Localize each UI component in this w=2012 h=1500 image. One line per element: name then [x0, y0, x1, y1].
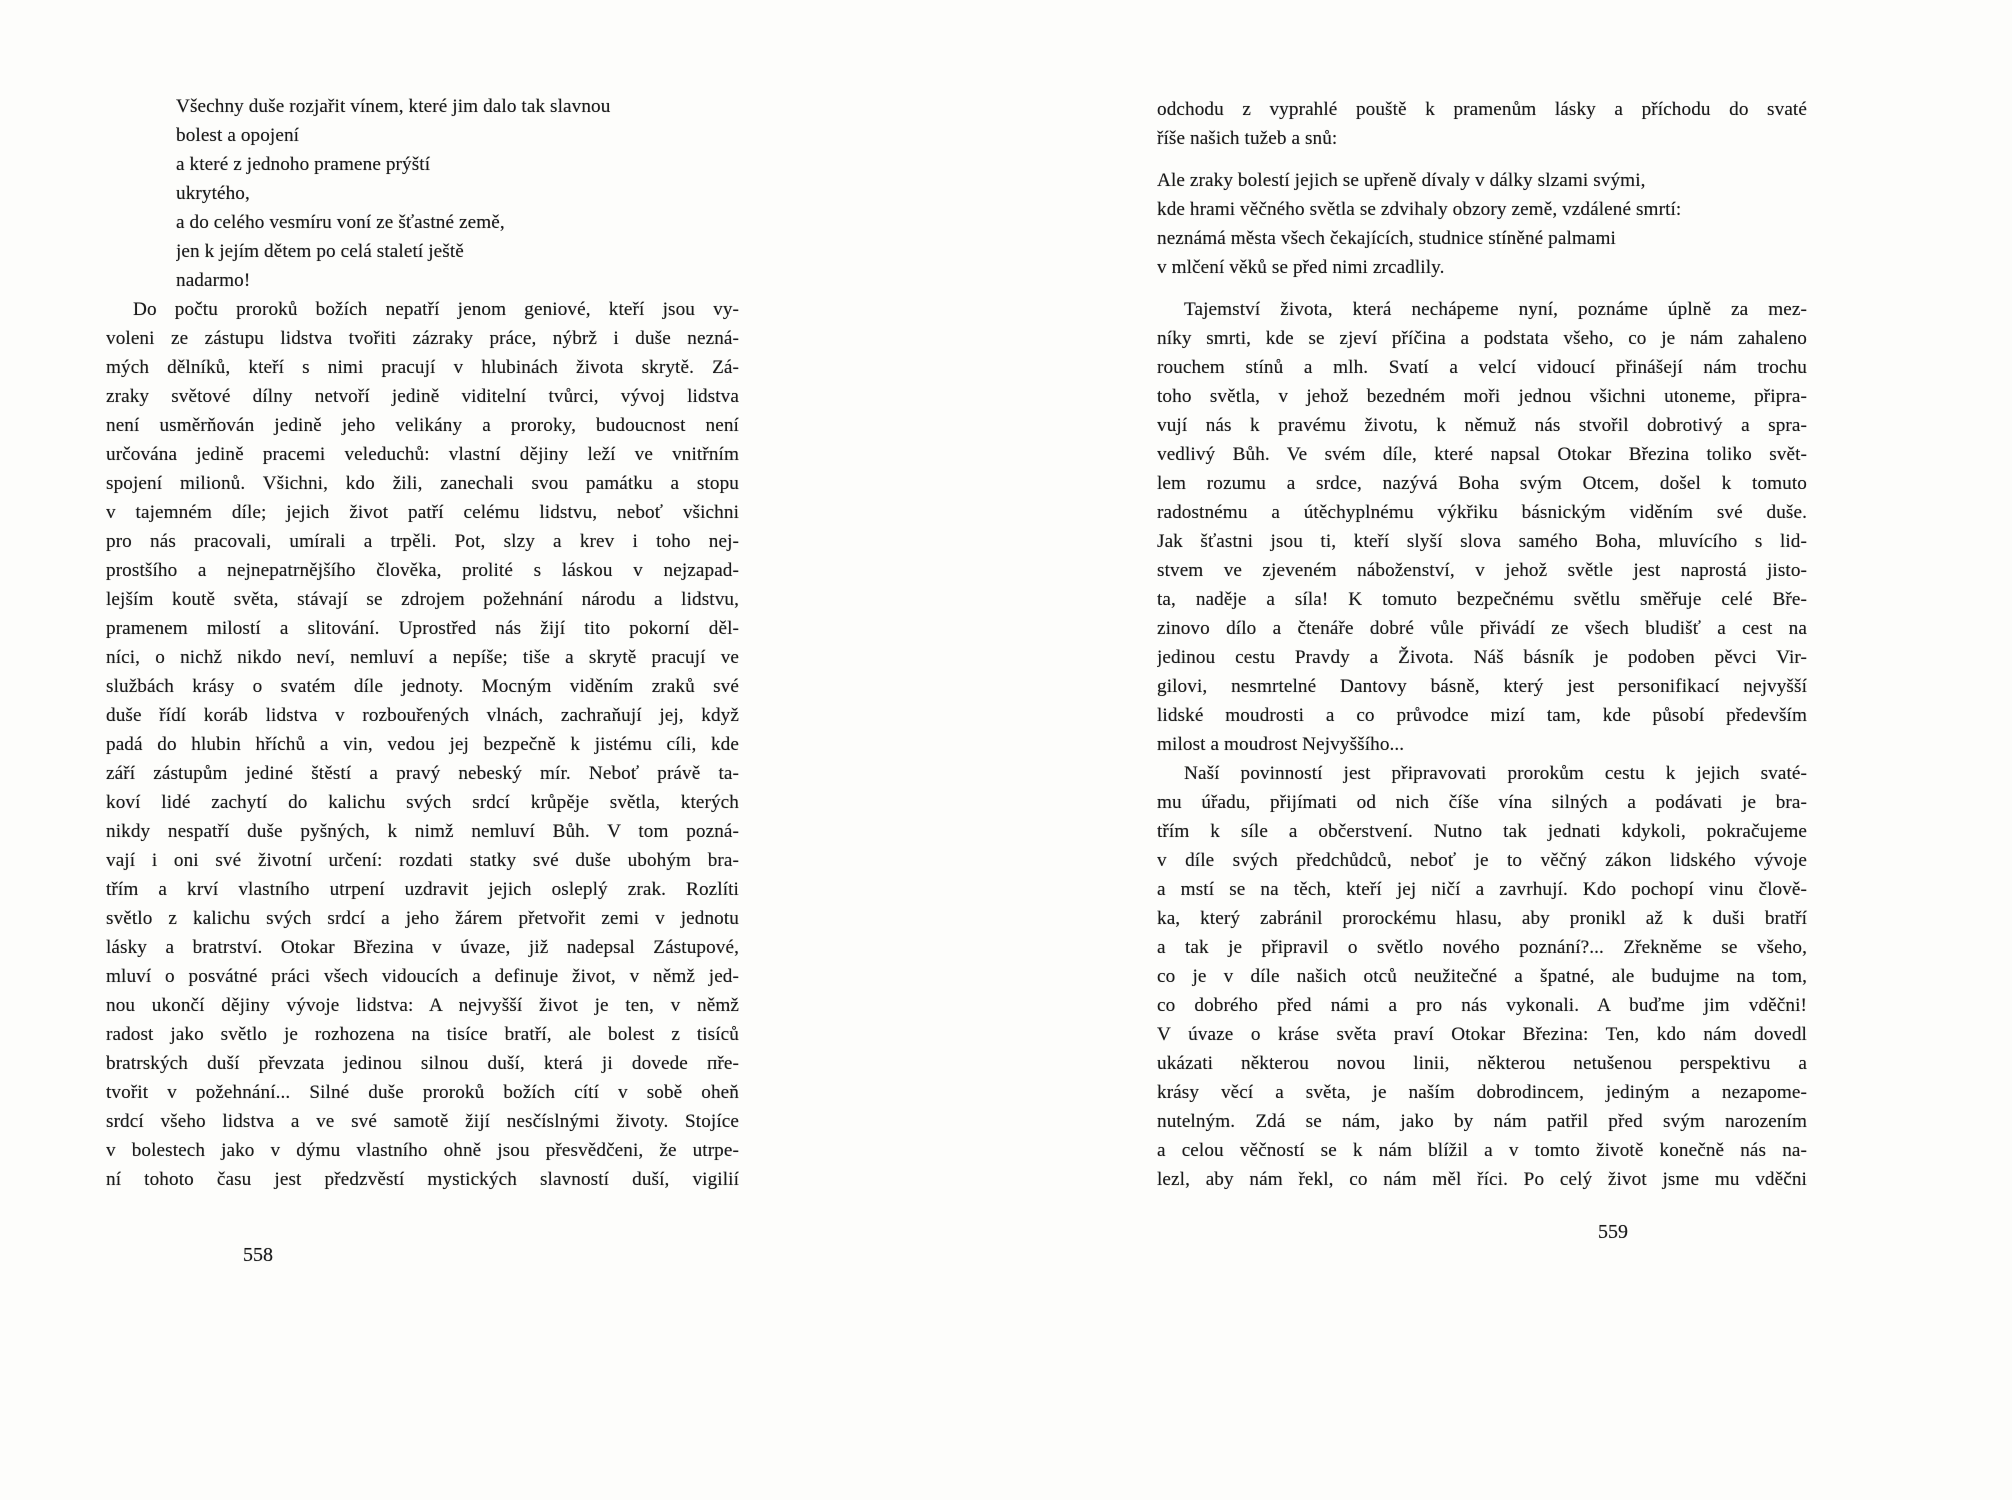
text-line: Do počtu proroků božích nepatří jenom geniové, kteří jsou vy-	[133, 299, 739, 320]
verse-block	[1157, 166, 1807, 282]
text-line: koví lidé zachytí do kalichu svých srdcí krůpěje světla, kterých	[106, 792, 739, 813]
text-line: Ale zraky bolestí jejich se upřeně dívaly v dálky slzami svými,	[1157, 170, 1646, 191]
text-line: rouchem stínů a mlh. Svatí a velcí vidoucí přinášejí nám trochu	[1157, 357, 1807, 378]
right-page	[1157, 95, 1807, 1194]
paragraph-tajemstvi-zivota	[1157, 295, 1807, 759]
text-line: službách krásy o svatém díle jednoty. Mocným viděním zraků své	[106, 676, 739, 697]
text-line: prostšího a nejnepatrnějšího člověka, prolité s láskou v nejzapad-	[106, 560, 739, 581]
text-line: a mstí se na těch, kteří jej ničí a zavrhují. Kdo pochopí vinu člově-	[1157, 879, 1807, 900]
text-line: jedinou cestu Pravdy a Života. Náš básník je podoben pěvci Vir-	[1157, 647, 1807, 668]
text-line: radost jako světlo je rozhozena na tisíce bratří, ale bolest z tisíců	[106, 1024, 739, 1045]
text-line: tvořit v požehnání... Silné duše proroků božích cítí v sobě oheň	[106, 1082, 739, 1103]
text-line: lásky a bratrství. Otokar Březina v úvaze, již nadepsal Zástupové,	[106, 937, 739, 958]
text-line: ta, naděje a síla! K tomuto bezpečnému světlu směřuje celé Bře-	[1157, 589, 1807, 610]
text-line: světlo z kalichu svých srdcí a jeho žárem přetvořit zemi v jednotu	[106, 908, 739, 929]
text-line: není usměrňován jedině jeho velikány a proroky, budoucnost není	[106, 415, 739, 436]
text-line: v díle svých předchůdců, neboť je to věčný zákon lidského vývoje	[1157, 850, 1807, 871]
text-line: Všechny duše rozjařit vínem, které jim dalo tak slavnou	[176, 96, 611, 117]
text-line: mluví o posvátné práci všech vidoucích a definuje život, v němž jed-	[106, 966, 739, 987]
text-line: odchodu z vyprahlé pouště k pramenům lásky a příchodu do svaté	[1157, 99, 1807, 120]
text-line: co dobrého před námi a pro nás vykonali. A buďme jim vděčni!	[1157, 995, 1807, 1016]
text-line: V úvaze o kráse světa praví Otokar Březina: Ten, kdo nám dovedl	[1157, 1024, 1807, 1045]
text-line: bratrských duší převzata jedinou silnou duší, která ji dovede пře-	[106, 1053, 739, 1074]
text-line: září zástupům jediné štěstí a pravý nebeský mír. Neboť právě ta-	[106, 763, 739, 784]
text-line: v bolestech jako v dýmu vlastního ohně jsou přesvědčeni, že utrpe-	[106, 1140, 739, 1161]
left-page	[106, 92, 739, 1194]
page-number-right: 559	[1598, 1221, 1628, 1243]
text-line: Jak šťastni jsou ti, kteří slyší slova samého Boha, mluvícího s lid-	[1157, 531, 1807, 552]
text-line: lejším koutě světa, stávají se zdrojem požehnání národu a lidstvu,	[106, 589, 739, 610]
text-line: zinovo dílo a čtenáře dobré vůle přivádí ze všech bludišť a cest na	[1157, 618, 1807, 639]
text-line: mých dělníků, kteří s nimi pracují v hlubinách života skrytě. Zá-	[106, 357, 739, 378]
text-line: nou ukončí dějiny vývoje lidstva: A nejvyšší život je ten, v němž	[106, 995, 739, 1016]
text-line: duše řídí koráb lidstva v rozbouřených vlnách, zachraňují jej, když	[106, 705, 739, 726]
text-line: a které z jednoho pramene prýští	[176, 154, 431, 175]
text-line: srdcí všeho lidstva a ve své samotě žijí nesčíslnými životy. Stojíce	[106, 1111, 739, 1132]
text-line: voleni ze zástupu lidstva tvořiti zázraky práce, nýbrž i duše nezná-	[106, 328, 739, 349]
left-body-paragraph	[106, 295, 739, 1194]
text-line: ní tohoto času jest předzvěstí mystických slavností duší, vigilií	[106, 1169, 739, 1190]
text-line: ukrytého,	[176, 183, 250, 204]
text-line: pramenem milostí a slitování. Uprostřed nás žijí tito pokorní děl-	[106, 618, 739, 639]
text-line: mu úřadu, přijímati od nich číše vína silných a podávati je bra-	[1157, 792, 1807, 813]
poem-block	[176, 92, 809, 295]
text-line: spojení milionů. Všichni, kdo žili, zanechali svou památku a stopu	[106, 473, 739, 494]
text-line: nutelným. Zdá se nám, jako by nám patřil před svým narozením	[1157, 1111, 1807, 1132]
text-line: vají i oni své životní určení: rozdati statky své duše ubohým bra-	[106, 850, 739, 871]
text-line: a tak je připravil o světlo nového poznání?... Zřekněme se všeho,	[1157, 937, 1807, 958]
text-line: Naší povinností jest připravovati prorokům cestu k jejich svaté-	[1184, 763, 1807, 784]
text-line: radostnému a útěchyplnému výkřiku básnickým viděním své duše.	[1157, 502, 1807, 523]
text-line: toho světla, v jehož bezedném moři jednou všichni utoneme, připra-	[1157, 386, 1807, 407]
text-line: lidské moudrosti a co průvodce mizí tam, kde působí především	[1157, 705, 1807, 726]
text-line: milost a moudrost Nejvyššího...	[1157, 734, 1405, 755]
text-line: jen k jejím dětem po celá staletí ještě	[176, 241, 464, 262]
text-line: určována jedině pracemi veleduchů: vlastní dějiny leží ve vnitřním	[106, 444, 739, 465]
text-line: pro nás pracovali, umírali a trpěli. Pot, slzy a krev i toho nej-	[106, 531, 739, 552]
text-line: bolest a opojení	[176, 125, 300, 146]
text-line: třím k síle a občerstvení. Nutno tak jednati kdykoli, pokračujeme	[1157, 821, 1807, 842]
text-line: nadarmo!	[176, 270, 251, 291]
text-line: padá do hlubin hříchů a vin, vedou jej bezpečně k jistému cíli, kde	[106, 734, 739, 755]
text-line: gilovi, nesmrtelné Dantovy básně, který jest personifikací nejvyšší	[1157, 676, 1807, 697]
text-line: stvem ve zjeveném náboženství, v jehož světle jest naprostá jisto-	[1157, 560, 1807, 581]
text-line: a celou věčností se k nám blížil a v tomto životě konečně nás na-	[1157, 1140, 1807, 1161]
text-line: kde hrami věčného světla se zdvihaly obzory země, vzdálené smrtí:	[1157, 199, 1682, 220]
page-number-left: 558	[243, 1244, 273, 1266]
text-line: níky smrti, kde se zjeví příčina a podstata všeho, co je nám zahaleno	[1157, 328, 1807, 349]
text-line: v mlčení věků se před nimi zrcadlily.	[1157, 257, 1445, 278]
text-line: vují nás k pravému životu, k němuž nás stvořil dobrotivý a spra-	[1157, 415, 1807, 436]
text-line: vedlivý Bůh. Ve svém díle, které napsal Otokar Březina toliko svět-	[1157, 444, 1807, 465]
text-line: nikdy nespatří duše pyšných, k nimž nemluví Bůh. V tom pozná-	[106, 821, 739, 842]
text-line: zraky světové dílny netvoří jedině viditelní tvůrci, vývoj lidstva	[106, 386, 739, 407]
text-line: v tajemném díle; jejich život patří celému lidstvu, neboť všichni	[106, 502, 739, 523]
paragraph-nasi-povinnosti	[1157, 759, 1807, 1194]
continuation-paragraph	[1157, 95, 1807, 153]
text-line: lezl, aby nám řekl, co nám měl říci. Po celý život jsme mu vděčni	[1157, 1169, 1807, 1190]
text-line: ukázati některou novou linii, některou netušenou perspektivu a	[1157, 1053, 1807, 1074]
verse-gap-bottom	[1157, 282, 1807, 295]
text-line: lem rozumu a srdce, nazývá Boha svým Otcem, došel k tomuto	[1157, 473, 1807, 494]
text-line: níci, o nichž nikdo neví, nemluví a nepíše; tiše a skrytě pracují ve	[106, 647, 739, 668]
verse-gap-top	[1157, 153, 1807, 166]
text-line: a do celého vesmíru voní ze šťastné země,	[176, 212, 505, 233]
text-line: třím a krví vlastního utrpení uzdravit jejich osleplý zrak. Rozlíti	[106, 879, 739, 900]
text-line: říše našich tužeb a snů:	[1157, 128, 1338, 149]
text-line: Tajemství života, která nechápeme nyní, poznáme úplně za mez-	[1184, 299, 1807, 320]
text-line: co je v díle našich otců neužitečné a špatné, ale budujme na tom,	[1157, 966, 1807, 987]
text-line: ka, který zabránil prorockému hlasu, aby pronikl až k duši bratří	[1157, 908, 1807, 929]
text-line: krásy věcí a světa, je naším dobrodincem, jediným a nezapome-	[1157, 1082, 1807, 1103]
text-line: neznámá města všech čekajících, studnice stíněné palmami	[1157, 228, 1616, 249]
